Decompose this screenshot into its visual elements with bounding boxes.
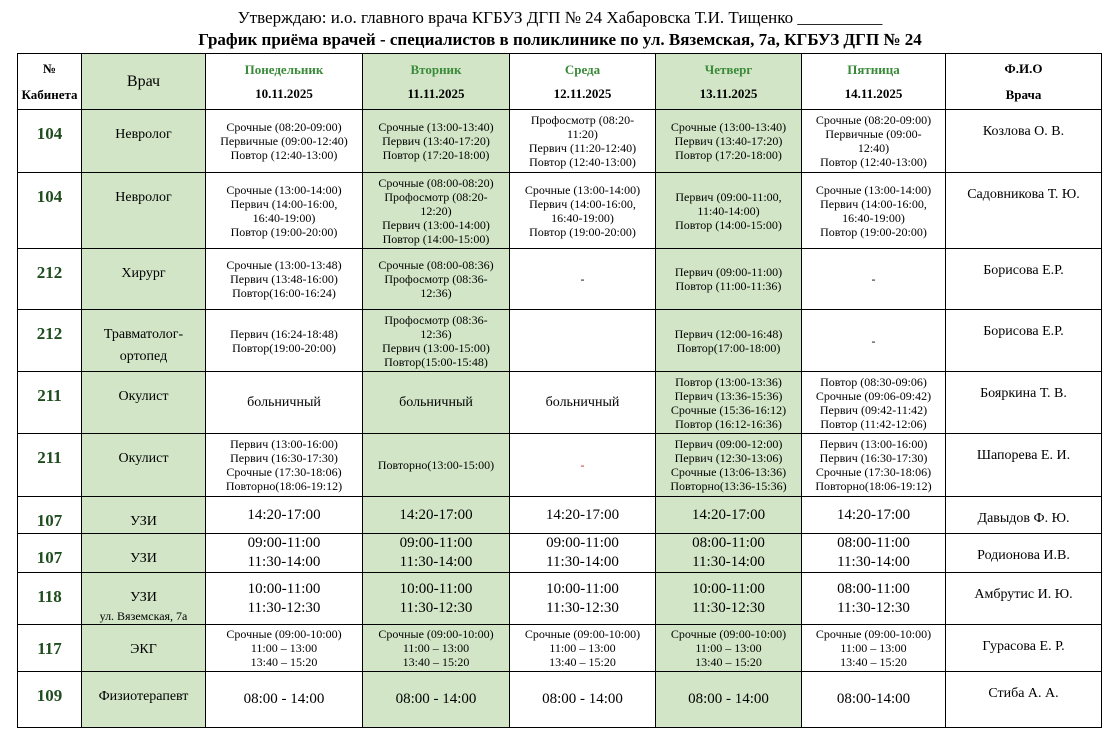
schedule-title: График приёма врачей - специалистов в поликлинике по ул. Вяземская, 7а, КГБУЗ ДГП № 24 (198, 30, 922, 49)
schedule-cell: Первич (16:24-18:48) Повтор(19:00-20:00) (206, 310, 363, 372)
doctor-name-text: Хирург (121, 266, 166, 281)
schedule-cell: 10:00-11:00 11:30-12:30 (656, 573, 802, 625)
doctor-specialty (82, 534, 206, 573)
doctor-specialty (82, 573, 206, 625)
schedule-cell: Повторно(13:00-15:00) (363, 434, 510, 497)
doctor-specialty (82, 434, 206, 497)
schedule-cell: Профосмотр (08:20- 11:20) Первич (11:20-12:40) Повтор (12:40-13:00) (510, 110, 656, 173)
doctor-fio: Бояркина Т. В. (946, 372, 1102, 434)
doctor-fio: Садовникова Т. Ю. (946, 173, 1102, 249)
schedule-cell: - (510, 434, 656, 497)
schedule-cell: Первич (13:00-16:00) Первич (16:30-17:30) Срочные (17:30-18:06) Повторно(18:06-19:12) (206, 434, 363, 497)
schedule-cell: 08:00-11:00 11:30-12:30 (802, 573, 946, 625)
approval-line: Утверждаю: и.о. главного врача КГБУЗ ДГП № 24 Хабаровска Т.И. Тищенко __________ (237, 8, 883, 27)
schedule-cell: 09:00-11:00 11:30-14:00 (206, 534, 363, 573)
fio-header: Ф.И.О Врача (946, 54, 1102, 110)
schedule-cell: 09:00-11:00 11:30-14:00 (363, 534, 510, 573)
schedule-cell: Первич (12:00-16:48) Повтор(17:00-18:00) (656, 310, 802, 372)
cabinet-number: 109 (18, 672, 82, 728)
doctor-header: Врач (82, 54, 206, 110)
cabinet-number: 211 (18, 372, 82, 434)
doctor-fio: Гурасова Е. Р. (946, 625, 1102, 672)
schedule-cell: 10:00-11:00 11:30-12:30 (363, 573, 510, 625)
schedule-cell: Срочные (09:00-10:00) 11:00 – 13:00 13:40 – 15:20 (206, 625, 363, 672)
schedule-cell: Срочные (13:00-13:40) Первич (13:40-17:20) Повтор (17:20-18:00) (363, 110, 510, 173)
schedule-cell: 14:20-17:00 (363, 497, 510, 534)
doctor-specialty (82, 497, 206, 534)
cabinet-number: 212 (18, 249, 82, 310)
doctor-fio: Шапорева Е. И. (946, 434, 1102, 497)
doctor-specialty (82, 372, 206, 434)
doctor-name-text: УЗИ (130, 551, 157, 566)
schedule-cell: больничный (363, 372, 510, 434)
schedule-cell: Срочные (09:00-10:00) 11:00 – 13:00 13:40 – 15:20 (802, 625, 946, 672)
schedule-row (18, 497, 1102, 534)
schedule-cell: Срочные (09:00-10:00) 11:00 – 13:00 13:40 – 15:20 (656, 625, 802, 672)
schedule-cell: Срочные (09:00-10:00) 11:00 – 13:00 13:40 – 15:20 (510, 625, 656, 672)
schedule-cell: Профосмотр (08:36- 12:36) Первич (13:00-15:00) Повтор(15:00-15:48) (363, 310, 510, 372)
cabinet-number: 118 (18, 573, 82, 625)
schedule-cell: 08:00 - 14:00 (206, 672, 363, 728)
schedule-row (18, 672, 1102, 728)
schedule-row (18, 434, 1102, 497)
schedule-cell (510, 310, 656, 372)
doctor-specialty (82, 110, 206, 173)
schedule-cell: Срочные (08:00-08:20) Профосмотр (08:20- 12:20) Первич (13:00-14:00) Повтор (14:00-15:00) (363, 173, 510, 249)
schedule-cell: - (510, 249, 656, 310)
cabinet-number: 117 (18, 625, 82, 672)
schedule-row (18, 110, 1102, 173)
cabinet-header: № Кабинета (18, 54, 82, 110)
schedule-row (18, 573, 1102, 625)
schedule-cell: Срочные (13:00-14:00) Первич (14:00-16:00, 16:40-19:00) Повтор (19:00-20:00) (206, 173, 363, 249)
schedule-cell: 14:20-17:00 (656, 497, 802, 534)
doctor-fio: Давыдов Ф. Ю. (946, 497, 1102, 534)
schedule-cell: Срочные (08:20-09:00) Первичные (09:00- 12:40) Повтор (12:40-13:00) (802, 110, 946, 173)
cabinet-number: 107 (18, 534, 82, 573)
doctor-name-text: Невролог (115, 127, 172, 142)
schedule-cell: 14:20-17:00 (802, 497, 946, 534)
day-header-thu: Четверг 13.11.2025 (656, 54, 802, 110)
doctor-fio: Борисова Е.Р. (946, 249, 1102, 310)
day-header-tue: Вторник 11.11.2025 (363, 54, 510, 110)
schedule-cell: 08:00-11:00 11:30-14:00 (802, 534, 946, 573)
doctor-fio: Козлова О. В. (946, 110, 1102, 173)
schedule-cell: Первич (09:00-12:00) Первич (12:30-13:06) Срочные (13:06-13:36) Повторно(13:36-15:36) (656, 434, 802, 497)
schedule-row (18, 249, 1102, 310)
cabinet-number: 104 (18, 173, 82, 249)
schedule-cell: Срочные (08:00-08:36) Профосмотр (08:36- 12:36) (363, 249, 510, 310)
cabinet-number: 104 (18, 110, 82, 173)
cabinet-number: 107 (18, 497, 82, 534)
doctor-name-text: Окулист (118, 389, 169, 404)
cabinet-number: 212 (18, 310, 82, 372)
schedule-row (18, 625, 1102, 672)
schedule-cell: 08:00 - 14:00 (656, 672, 802, 728)
schedule-cell: Срочные (08:20-09:00) Первичные (09:00-12:40) Повтор (12:40-13:00) (206, 110, 363, 173)
doctor-name-text: ЭКГ (130, 642, 157, 657)
doctor-name-text: Физиотерапевт (98, 689, 189, 704)
schedule-cell: Повтор (08:30-09:06) Срочные (09:06-09:42) Первич (09:42-11:42) Повтор (11:42-12:06) (802, 372, 946, 434)
doctor-address: ул. Вяземская, 7а (99, 609, 188, 623)
schedule-cell: 10:00-11:00 11:30-12:30 (510, 573, 656, 625)
schedule-cell: 08:00-14:00 (802, 672, 946, 728)
schedule-cell: 10:00-11:00 11:30-12:30 (206, 573, 363, 625)
schedule-cell: 08:00-11:00 11:30-14:00 (656, 534, 802, 573)
schedule-cell: Срочные (13:00-14:00) Первич (14:00-16:00, 16:40-19:00) Повтор (19:00-20:00) (802, 173, 946, 249)
cabinet-number: 211 (18, 434, 82, 497)
schedule-cell: - (802, 249, 946, 310)
doctor-name-text: УЗИ (130, 590, 157, 605)
schedule-row (18, 534, 1102, 573)
schedule-cell: Срочные (13:00-14:00) Первич (14:00-16:00, 16:40-19:00) Повтор (19:00-20:00) (510, 173, 656, 249)
day-header-wed: Среда 12.11.2025 (510, 54, 656, 110)
schedule-cell: Первич (13:00-16:00) Первич (16:30-17:30) Срочные (17:30-18:06) Повторно(18:06-19:12) (802, 434, 946, 497)
schedule-cell: Срочные (13:00-13:48) Первич (13:48-16:00) Повтор(16:00-16:24) (206, 249, 363, 310)
schedule-cell: 14:20-17:00 (206, 497, 363, 534)
schedule-row (18, 310, 1102, 372)
doctor-name-text: Травматолог- ортопед (103, 327, 184, 364)
schedule-cell: 09:00-11:00 11:30-14:00 (510, 534, 656, 573)
doctor-specialty (82, 249, 206, 310)
schedule-row (18, 372, 1102, 434)
doctor-specialty (82, 310, 206, 372)
header-row (18, 54, 1102, 110)
schedule-cell: - (802, 310, 946, 372)
doctor-specialty (82, 672, 206, 728)
schedule-cell: больничный (510, 372, 656, 434)
day-header-mon: Понедельник 10.11.2025 (206, 54, 363, 110)
schedule-cell: Повтор (13:00-13:36) Первич (13:36-15:36) Срочные (15:36-16:12) Повтор (16:12-16:36) (656, 372, 802, 434)
schedule-cell: Срочные (09:00-10:00) 11:00 – 13:00 13:40 – 15:20 (363, 625, 510, 672)
doctor-specialty (82, 625, 206, 672)
doctor-fio: Родионова И.В. (946, 534, 1102, 573)
schedule-row (18, 173, 1102, 249)
schedule-cell: 08:00 - 14:00 (510, 672, 656, 728)
doctor-name-text: Невролог (115, 190, 172, 205)
schedule-cell: Первич (09:00-11:00, 11:40-14:00) Повтор (14:00-15:00) (656, 173, 802, 249)
schedule-cell: Первич (09:00-11:00) Повтор (11:00-11:36) (656, 249, 802, 310)
schedule-cell: больничный (206, 372, 363, 434)
schedule-cell: 14:20-17:00 (510, 497, 656, 534)
schedule-cell: 08:00 - 14:00 (363, 672, 510, 728)
schedule-cell: Срочные (13:00-13:40) Первич (13:40-17:20) Повтор (17:20-18:00) (656, 110, 802, 173)
doctor-fio: Стиба А. А. (946, 672, 1102, 728)
doctor-specialty (82, 173, 206, 249)
schedule-table (17, 53, 1102, 728)
doctor-name-text: Окулист (118, 451, 169, 466)
day-header-fri: Пятница 14.11.2025 (802, 54, 946, 110)
doctor-fio: Амбрутис И. Ю. (946, 573, 1102, 625)
doctor-fio: Борисова Е.Р. (946, 310, 1102, 372)
doctor-name-text: УЗИ (130, 514, 157, 529)
